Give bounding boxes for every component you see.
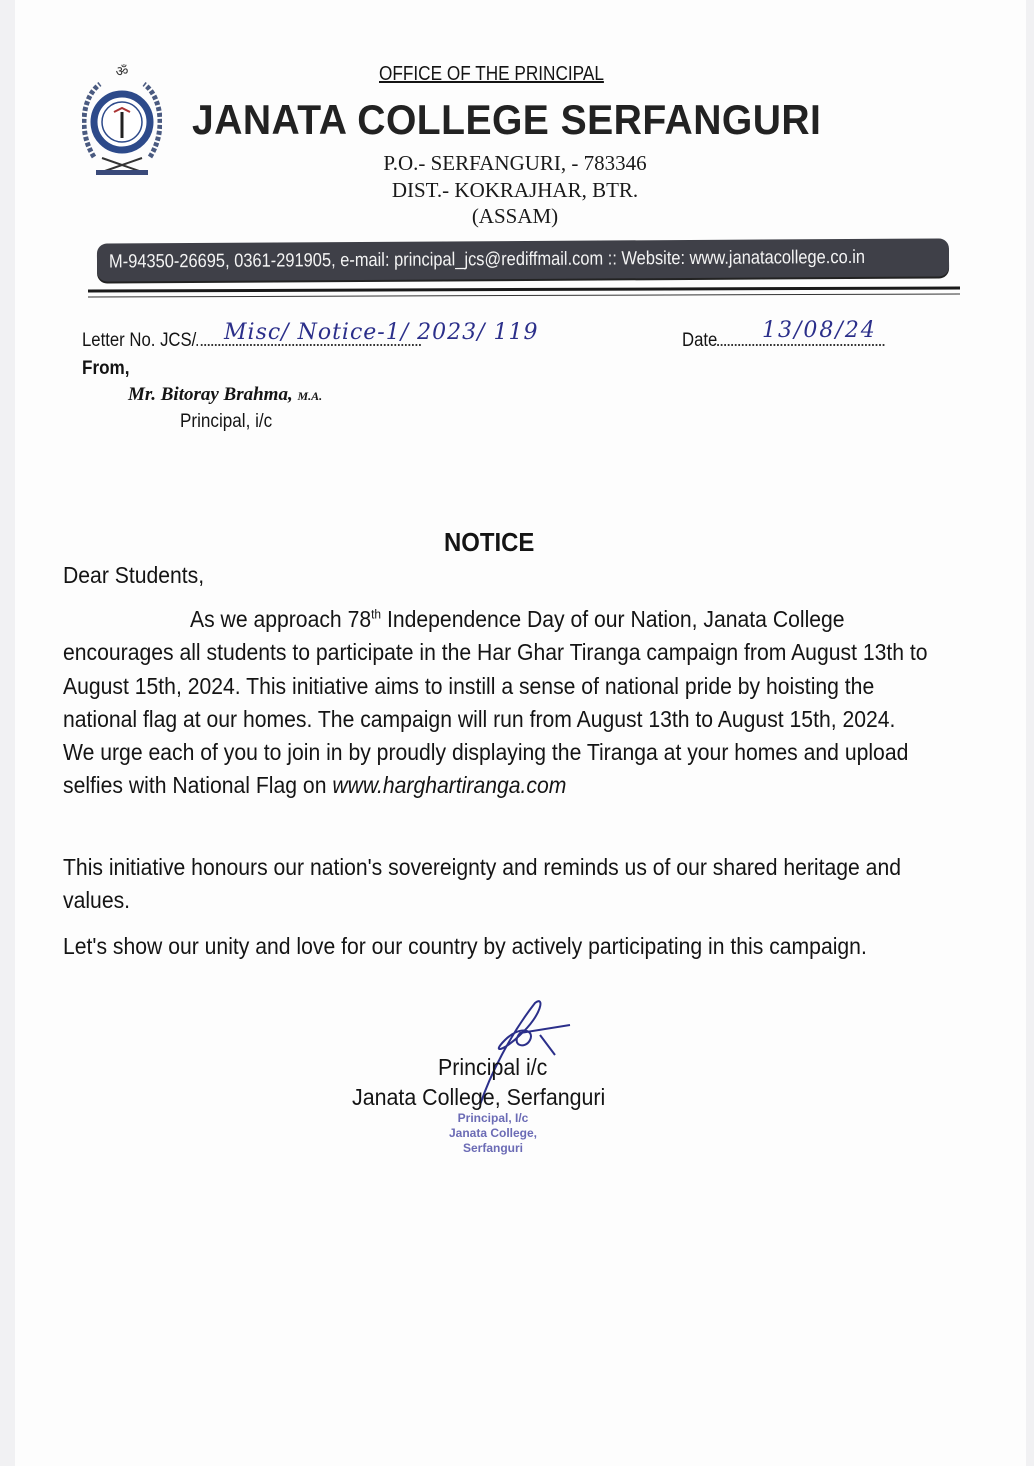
stamp-line: Janata College, bbox=[448, 1126, 538, 1140]
date-label: Date bbox=[682, 330, 718, 351]
notice-title: NOTICE bbox=[444, 527, 535, 557]
campaign-url: www.harghartiranga.com bbox=[332, 772, 567, 799]
college-emblem-icon bbox=[82, 62, 162, 182]
stamp-line: Serfanguri bbox=[462, 1141, 523, 1155]
signoff-title: Principal i/c bbox=[438, 1054, 548, 1080]
ordinal-suffix: th bbox=[371, 606, 382, 622]
official-stamp bbox=[430, 1111, 556, 1156]
paragraph-text: Independence Day of our Nation, Janata College encourages all students to participate in the Har Ghar Tiranga campaign from August 13th to August 15th, 2024. This initiative aims to instill a sense of national pride by hoisting the national flag at our homes. The campaign will run from August 13th to August 15th, 2024. We urge each of you to join in by proudly displaying the Tiranga at your homes and upload selfies with National Flag on bbox=[63, 606, 928, 799]
notice-paragraph bbox=[63, 603, 928, 803]
stamp-line: Principal, I/c bbox=[457, 1111, 529, 1125]
sender-title: Principal, i/c bbox=[180, 411, 273, 432]
address-line: DIST.- KOKRAJHAR, BTR. bbox=[391, 178, 639, 202]
contact-bar bbox=[97, 238, 949, 281]
sender-degree: M.A. bbox=[297, 389, 323, 403]
paragraph-text: As we approach 78 bbox=[189, 606, 372, 632]
signoff-org: Janata College, Serfanguri bbox=[352, 1084, 606, 1110]
address-line: (ASSAM) bbox=[471, 204, 559, 228]
college-name: JANATA COLLEGE SERFANGURI bbox=[192, 96, 822, 143]
from-label: From, bbox=[82, 358, 130, 379]
address-line: P.O.- SERFANGURI, - 783346 bbox=[383, 151, 647, 175]
office-heading: OFFICE OF THE PRINCIPAL bbox=[379, 63, 604, 85]
sender-name-text: Mr. Bitoray Brahma, bbox=[128, 384, 293, 405]
letter-number-value: Misc/ Notice-1/ 2023/ 119 bbox=[224, 320, 539, 345]
notice-paragraph: Let's show our unity and love for our country by actively participating in this campaign. bbox=[63, 933, 867, 959]
salutation: Dear Students, bbox=[63, 562, 205, 588]
letter-number-label: Letter No. JCS/ bbox=[82, 330, 197, 351]
date-value: 13/08/24 bbox=[762, 318, 877, 343]
notice-paragraph: This initiative honours our nation's sovereignty and reminds us of our shared heritage and values. bbox=[63, 854, 901, 914]
sender-name bbox=[128, 384, 322, 406]
contact-info: M-94350-26695, 0361-291905, e-mail: principal_jcs@rediffmail.com :: Website: www.janatacollege.co.in bbox=[108, 246, 866, 273]
svg-text:ॐ: ॐ bbox=[115, 64, 129, 80]
